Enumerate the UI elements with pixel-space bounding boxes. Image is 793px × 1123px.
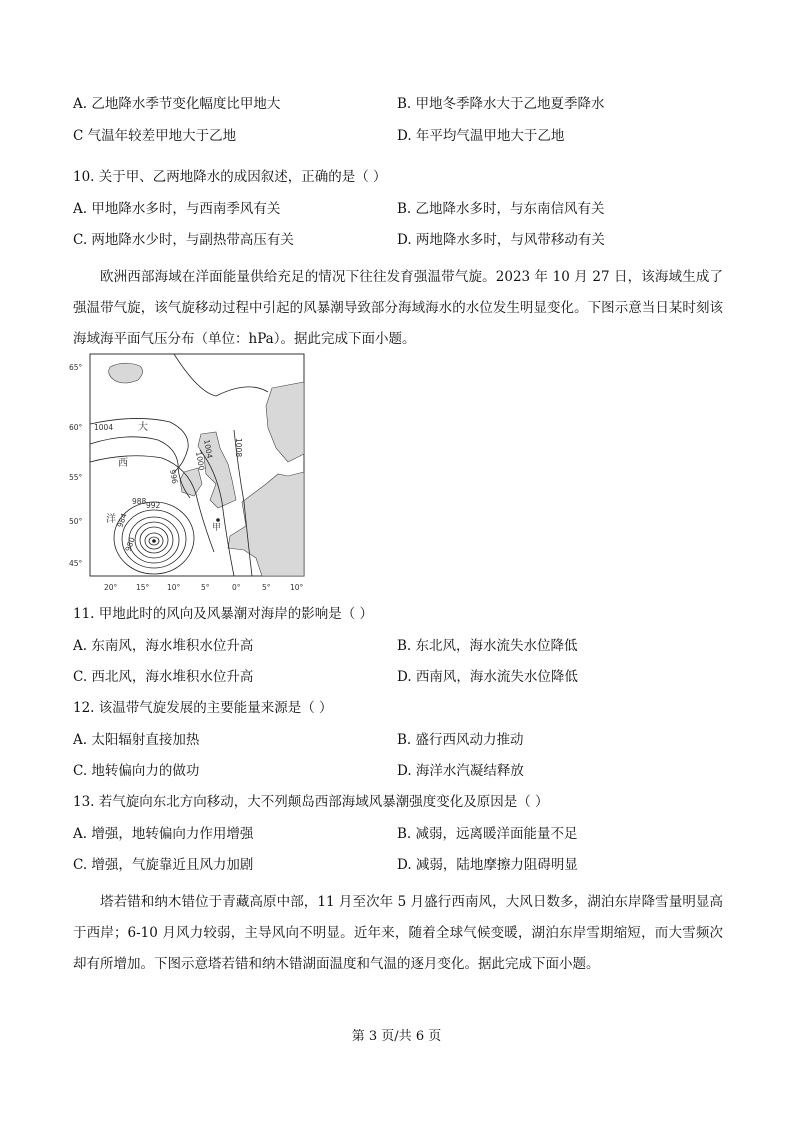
lon-label-10w: 10°: [167, 583, 181, 592]
q10-option-b: B. 乙地降水多时，与东南信风有关: [397, 201, 605, 217]
q9-option-d: D. 年平均气温甲地大于乙地: [397, 128, 565, 144]
lon-label-20w: 20°: [104, 583, 118, 592]
lon-label-0: 0°: [232, 583, 241, 592]
q10-option-d: D. 两地降水多时，与风带移动有关: [397, 232, 605, 248]
isobar-label-1008: 1008: [234, 438, 243, 458]
q12-option-c: C. 地转偏向力的做功: [73, 763, 200, 779]
isobar-label-992: 992: [146, 501, 161, 510]
ocean-char-yang: 洋: [106, 514, 116, 525]
isobar-label-1004-a: 1004: [94, 423, 114, 432]
q9-option-b: B. 甲地冬季降水大于乙地夏季降水: [397, 96, 605, 112]
lon-label-5e: 5°: [262, 583, 271, 592]
q12-option-a: A. 太阳辐射直接加热: [73, 732, 200, 748]
q12-option-b: B. 盛行西风动力推动: [397, 732, 524, 748]
q13-option-b: B. 减弱，远离暖洋面能量不足: [397, 826, 578, 842]
passage-lakes: 塔若错和纳木错位于青藏高原中部，11 月至次年 5 月盛行西南风，大风日数多，湖泊东岸降雪量明显高于西岸；6-10 月风力较弱，主导风向不明显。近年来，随着全球气候变暖，湖泊东岸雪期缩短，而大雪频次却有所增加。下图示意塔若错和纳木错湖面温度和气温的逐月变化。据此完成下面小题。: [73, 894, 723, 972]
q13-option-d: D. 减弱，陆地摩擦力阻碍明显: [397, 857, 578, 873]
lon-label-10e: 10°: [290, 583, 304, 592]
lat-label-55: 55°: [69, 473, 83, 482]
place-label-jia: 甲: [212, 523, 222, 533]
q9-option-c: C 气温年较差甲地大于乙地: [73, 128, 237, 144]
point-jia-marker: [216, 518, 220, 522]
ocean-char-da: 大: [138, 422, 148, 433]
isobar-label-988-visible: 988: [132, 497, 147, 506]
iceland-land: [109, 363, 143, 383]
q11-option-c: C. 西北风，海水堆积水位升高: [73, 669, 254, 685]
q11-option-a: A. 东南风，海水堆积水位升高: [73, 638, 254, 654]
q9-option-a: A. 乙地降水季节变化幅度比甲地大: [73, 96, 281, 112]
q10-option-a: A. 甲地降水多时，与西南季风有关: [73, 201, 281, 217]
isobar-label-1004-b: 1004: [202, 438, 215, 460]
ocean-char-xi: 西: [118, 458, 128, 469]
sea-level-pressure-map: [66, 352, 308, 592]
q12-stem: 12. 该温带气旋发展的主要能量来源是（ ）: [73, 700, 333, 716]
q12-option-d: D. 海洋水汽凝结释放: [397, 763, 524, 779]
page-number: 第 3 页/共 6 页: [351, 1029, 442, 1044]
q11-option-d: D. 西南风，海水流失水位降低: [397, 669, 578, 685]
lon-label-5w: 5°: [201, 583, 210, 592]
cyclone-center: [152, 539, 156, 543]
lat-label-60: 60°: [69, 423, 83, 432]
q10-stem: 10. 关于甲、乙两地降水的成因叙述，正确的是（ ）: [73, 169, 387, 185]
lat-label-50: 50°: [69, 517, 83, 526]
q11-option-b: B. 东北风，海水流失水位降低: [397, 638, 578, 654]
passage-cyclone: 欧洲西部海域在洋面能量供给充足的情况下往往发育强温带气旋。2023 年 10 月 27 日，该海域生成了强温带气旋，该气旋移动过程中引起的风暴潮导致部分海域海水的水位发生明显变化。下图示意当日某时刻该海域海平面气压分布（单位：hPa）。据此完成下面小题。: [73, 269, 723, 347]
q13-option-c: C. 增强，气旋靠近且风力加剧: [73, 857, 254, 873]
q10-option-c: C. 两地降水少时，与副热带高压有关: [73, 232, 294, 248]
isobar-label-984: 984: [115, 512, 129, 529]
q11-stem: 11. 甲地此时的风向及风暴潮对海岸的影响是（ ）: [73, 606, 374, 622]
lat-label-45: 45°: [69, 559, 83, 568]
isobar-label-1000: 1000: [194, 450, 207, 472]
isobar-label-996: 996: [168, 468, 180, 485]
q13-stem: 13. 若气旋向东北方向移动，大不列颠岛西部海域风暴潮强度变化及原因是（ ）: [73, 794, 549, 810]
isobar-label-980: 980: [123, 536, 137, 553]
lon-label-15w: 15°: [136, 583, 150, 592]
lat-label-65: 65°: [69, 363, 83, 372]
q13-option-a: A. 增强，地转偏向力作用增强: [73, 826, 254, 842]
